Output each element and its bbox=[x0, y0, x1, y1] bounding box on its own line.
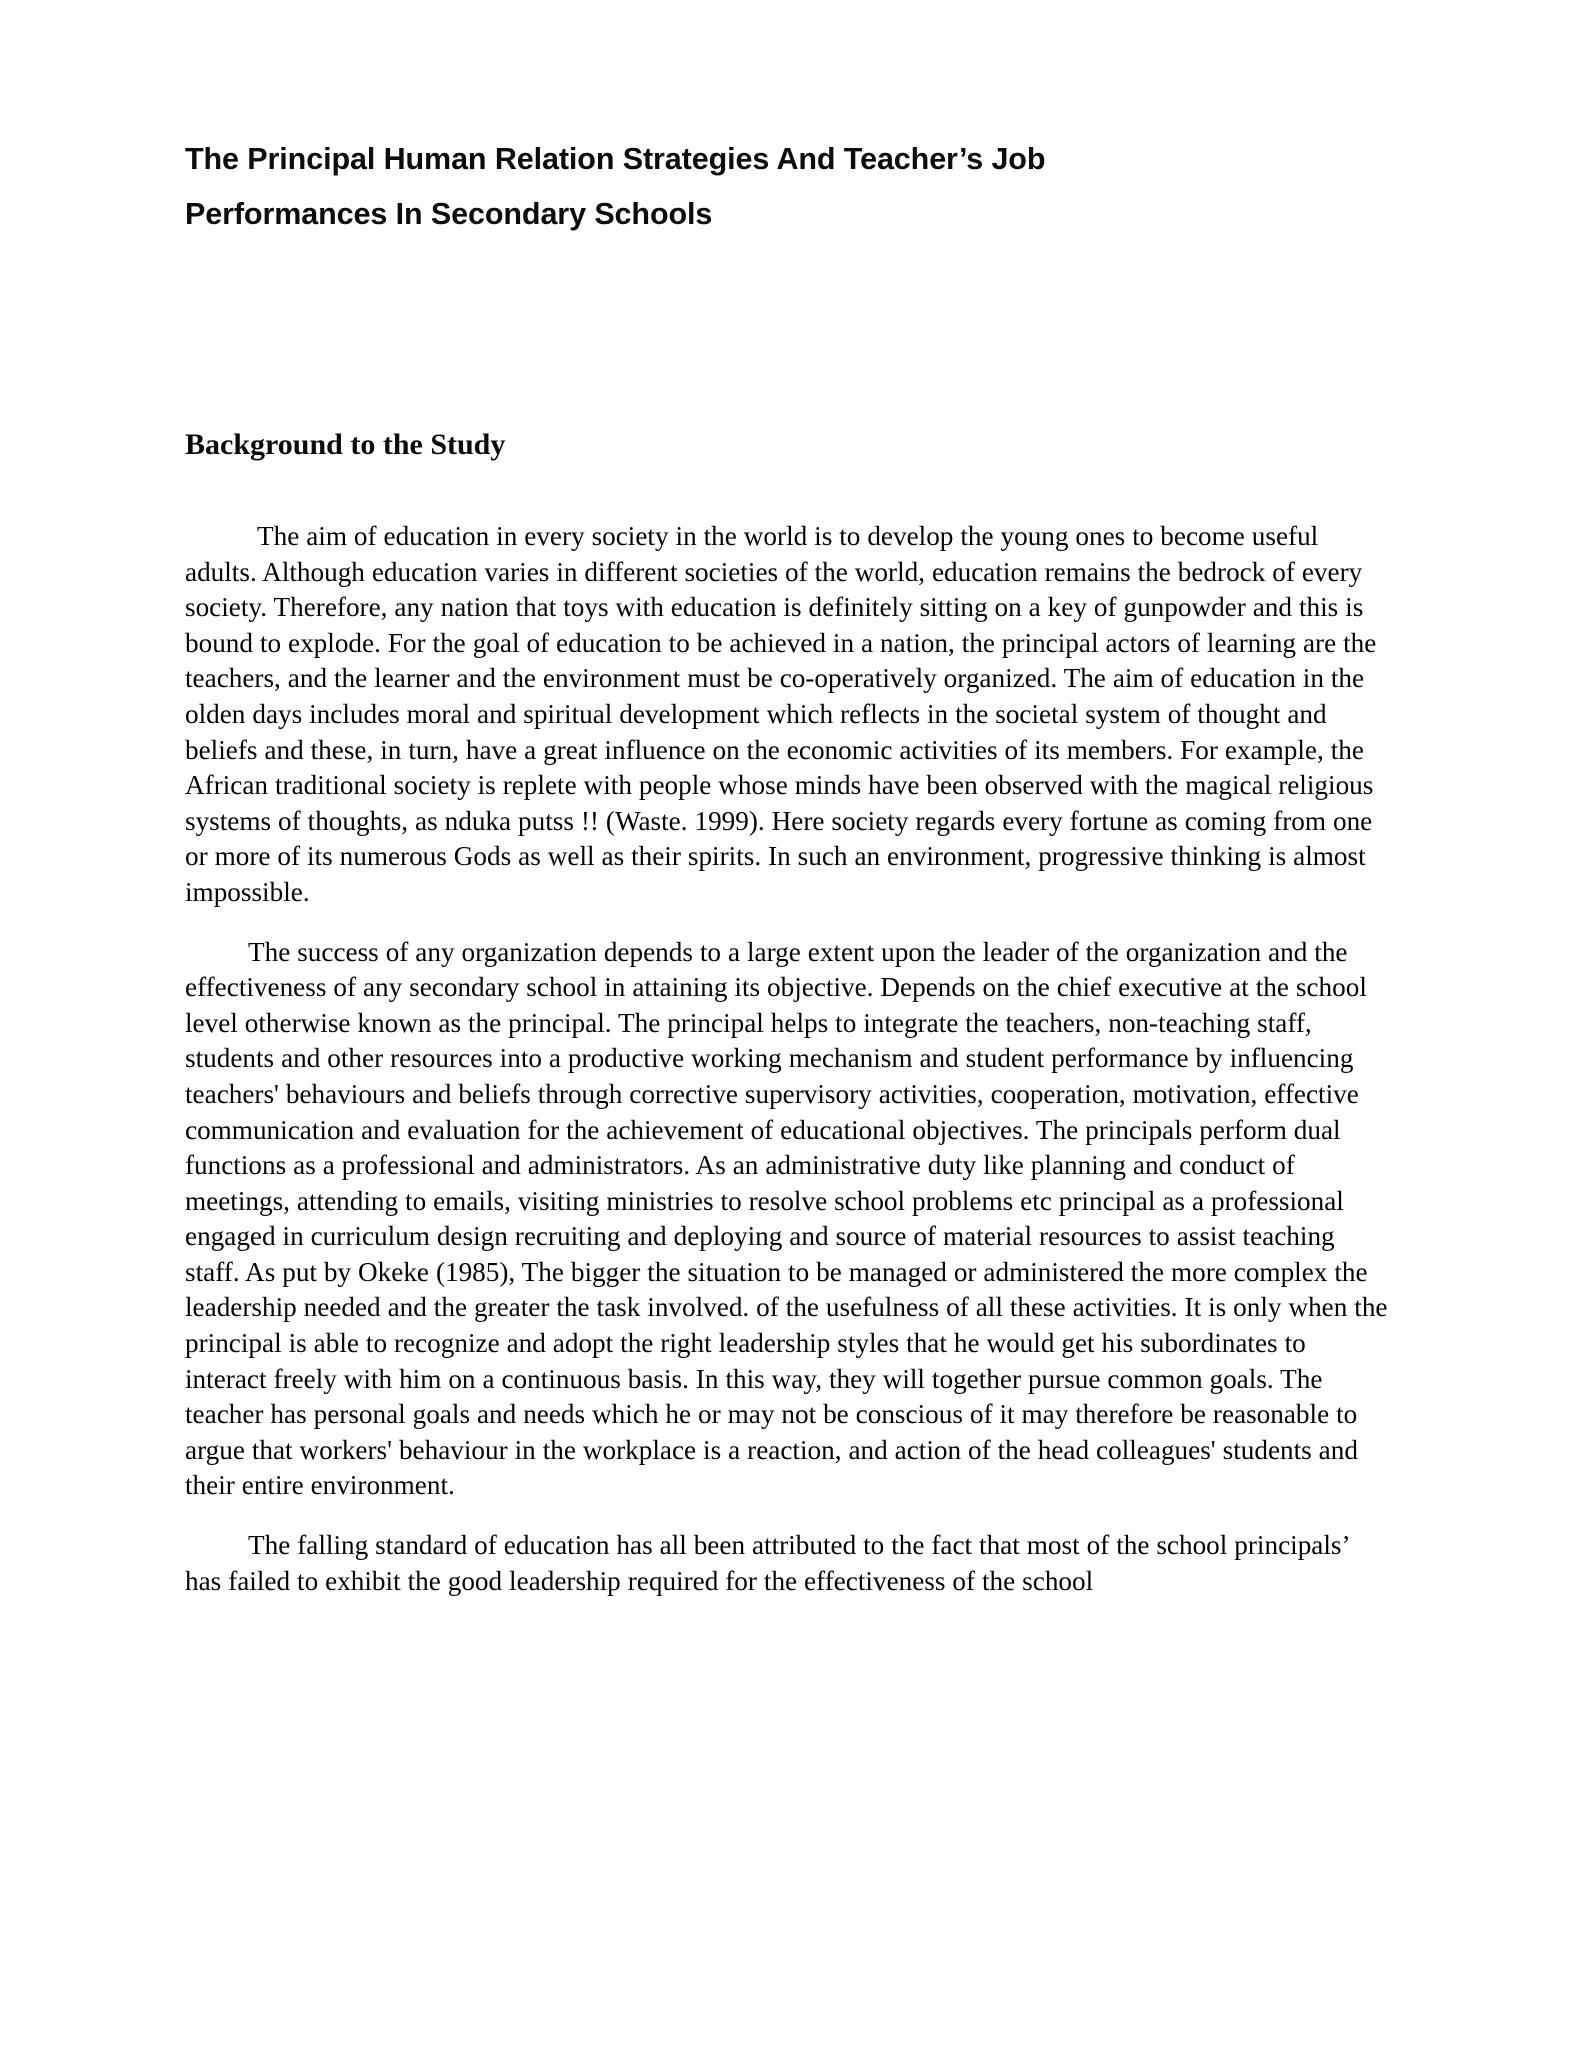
body-text bbox=[185, 462, 1395, 1599]
page-title-line-1: The Principal Human Relation Strategies And Teacher’s Job bbox=[185, 142, 1046, 176]
paragraph-2: The success of any organization depends to a large extent upon the leader of the organization and the effectiveness of any secondary school in attaining its objective. Depends on the chief executive at the school level otherwise known as the principal. The principal helps to integrate the teachers, non-teaching staff, students and other resources into a productive working mechanism and student performance by influencing teachers' behaviours and beliefs through corrective supervisory activities, cooperation, motivation, effective communication and evaluation for the achievement of educational objectives. The principals perform dual functions as a professional and administrators. As an administrative duty like planning and conduct of meetings, attending to emails, visiting ministries to resolve school problems etc principal as a professional engaged in curriculum design recruiting and deploying and source of material resources to assist teaching staff. As put by Okeke (1985), The bigger the situation to be managed or administered the more complex the leadership needed and the greater the task involved. of the usefulness of all these activities. It is only when the principal is able to recognize and adopt the right leadership styles that he would get his subordinates to interact freely with him on a continuous basis. In this way, they will together pursue common goals. The teacher has personal goals and needs which he or may not be conscious of it may therefore be reasonable to argue that workers' behaviour in the workplace is a reaction, and action of the head colleagues' students and their entire environment. bbox=[185, 936, 1388, 1501]
document-content bbox=[185, 0, 1395, 1599]
paragraph-1: The aim of education in every society in the world is to develop the young ones to become useful adults. Although education varies in different societies of the world, education remains the bedrock of every society. Therefore, any nation that toys with education is definitely sitting on a key of gunpowder and this is bound to explode. For the goal of education to be achieved in a nation, the principal actors of learning are the teachers, and the learner and the environment must be co-operatively organized. The aim of education in the olden days includes moral and spiritual development which reflects in the societal system of thought and beliefs and these, in turn, have a great influence on the economic activities of its members. For example, the African traditional society is replete with people whose minds have been observed with the magical religious systems of thoughts, as nduka putss !! (Waste. 1999). Here society regards every fortune as coming from one or more of its numerous Gods as well as their spirits. In such an environment, progressive thinking is almost impossible. bbox=[185, 521, 1377, 907]
page-title-line-2: Performances In Secondary Schools bbox=[185, 197, 713, 231]
paragraph-3: The falling standard of education has all been attributed to the fact that most of the school principals’ has failed to exhibit the good leadership required for the effectiveness of the school bbox=[185, 1530, 1349, 1596]
page-title bbox=[185, 0, 1245, 242]
section-heading-background-to-the-study: Background to the Study bbox=[185, 428, 506, 461]
